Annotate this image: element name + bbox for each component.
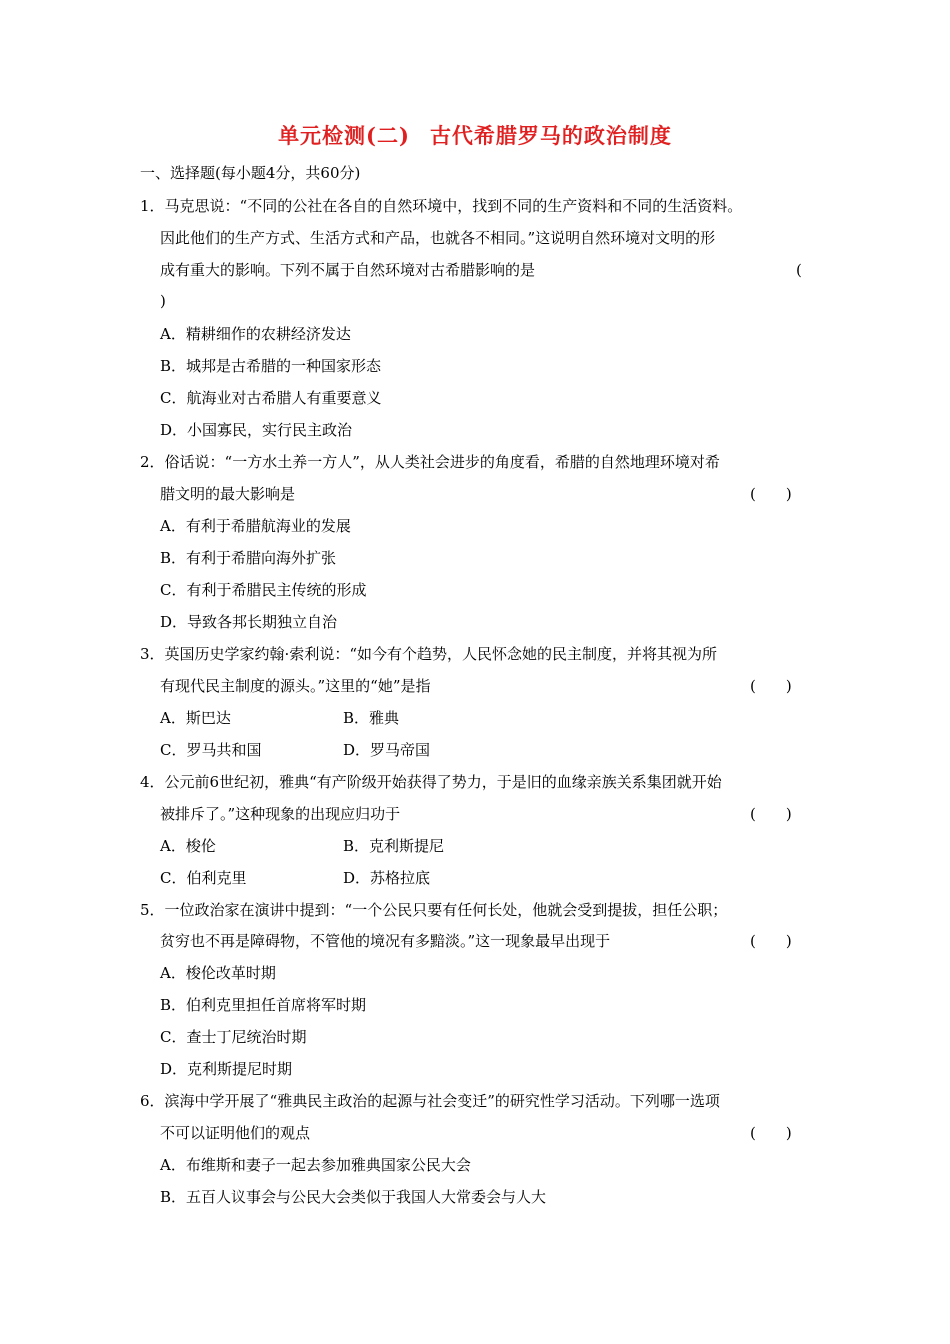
q3-option-c: C．罗马共和国 bbox=[160, 741, 262, 759]
q2-answer-paren: ( ) bbox=[750, 485, 792, 503]
q4-option-b: B．克利斯提尼 bbox=[343, 837, 445, 855]
q3-option-b: B．雅典 bbox=[343, 709, 400, 727]
q1-stem-line1: 1．马克思说：“不同的公社在各自的自然环境中，找到不同的生产资料和不同的生活资料。 bbox=[140, 197, 743, 215]
q2-option-c: C．有利于希腊民主传统的形成 bbox=[160, 581, 367, 599]
q1-answer-paren-close: ) bbox=[160, 292, 166, 310]
q3-answer-paren: ( ) bbox=[750, 677, 792, 695]
q2-stem-line2: 腊文明的最大影响是 bbox=[160, 485, 296, 503]
q2-option-a: A．有利于希腊航海业的发展 bbox=[160, 517, 351, 535]
q2-option-b: B．有利于希腊向海外扩张 bbox=[160, 549, 337, 567]
q5-stem-line1: 5．一位政治家在演讲中提到：“一个公民只要有任何长处，他就会受到提拔，担任公职； bbox=[140, 901, 728, 919]
q4-option-d: D．苏格拉底 bbox=[343, 869, 431, 887]
q3-stem-line2: 有现代民主制度的源头。”这里的“她”是指 bbox=[160, 677, 431, 695]
q3-option-a: A．斯巴达 bbox=[160, 709, 231, 727]
q1-option-a: A．精耕细作的农耕经济发达 bbox=[160, 325, 351, 343]
q1-stem-line3: 成有重大的影响。下列不属于自然环境对古希腊影响的是 bbox=[160, 261, 536, 279]
q3-option-d: D．罗马帝国 bbox=[343, 741, 431, 759]
q5-option-a: A．梭伦改革时期 bbox=[160, 964, 276, 982]
q5-option-b: B．伯利克里担任首席将军时期 bbox=[160, 996, 367, 1014]
q2-option-d: D．导致各邦长期独立自治 bbox=[160, 613, 338, 631]
q1-option-d: D．小国寡民，实行民主政治 bbox=[160, 421, 353, 439]
q1-stem-line2: 因此他们的生产方式、生活方式和产品，也就各不相同。”这说明自然环境对文明的形 bbox=[160, 229, 716, 247]
q6-stem-line1: 6．滨海中学开展了“雅典民主政治的起源与社会变迁”的研究性学习活动。下列哪一选项 bbox=[140, 1092, 720, 1110]
page-title bbox=[0, 120, 950, 150]
q5-option-c: C．查士丁尼统治时期 bbox=[160, 1028, 307, 1046]
title-unit: 单元检测(二) bbox=[278, 123, 410, 148]
q4-stem-line1: 4．公元前6世纪初，雅典“有产阶级开始获得了势力，于是旧的血缘亲族关系集团就开始 bbox=[140, 773, 722, 791]
q5-option-d: D．克利斯提尼时期 bbox=[160, 1060, 293, 1078]
q1-option-b: B．城邦是古希腊的一种国家形态 bbox=[160, 357, 382, 375]
q6-answer-paren: ( ) bbox=[750, 1124, 792, 1142]
q5-stem-line2: 贫穷也不再是障碍物，不管他的境况有多黯淡。”这一现象最早出现于 bbox=[160, 932, 611, 950]
q1-answer-paren-open: ( bbox=[796, 261, 802, 279]
section-header: 一、选择题(每小题4分，共60分) bbox=[140, 164, 361, 182]
q6-option-b: B．五百人议事会与公民大会类似于我国人大常委会与人大 bbox=[160, 1188, 547, 1206]
title-topic: 古代希腊罗马的政治制度 bbox=[429, 123, 672, 148]
q1-option-c: C．航海业对古希腊人有重要意义 bbox=[160, 389, 382, 407]
q4-answer-paren: ( ) bbox=[750, 805, 792, 823]
q6-option-a: A．布维斯和妻子一起去参加雅典国家公民大会 bbox=[160, 1156, 471, 1174]
q2-stem-line1: 2．俗话说：“一方水土养一方人”，从人类社会进步的角度看，希腊的自然地理环境对希 bbox=[140, 453, 720, 471]
q3-stem-line1: 3．英国历史学家约翰·索利说：“如今有个趋势，人民怀念她的民主制度，并将其视为所 bbox=[140, 645, 717, 663]
q5-answer-paren: ( ) bbox=[750, 932, 792, 950]
q6-stem-line2: 不可以证明他们的观点 bbox=[160, 1124, 311, 1142]
q4-option-a: A．梭伦 bbox=[160, 837, 216, 855]
q4-stem-line2: 被排斥了。”这种现象的出现应归功于 bbox=[160, 805, 401, 823]
q4-option-c: C．伯利克里 bbox=[160, 869, 247, 887]
